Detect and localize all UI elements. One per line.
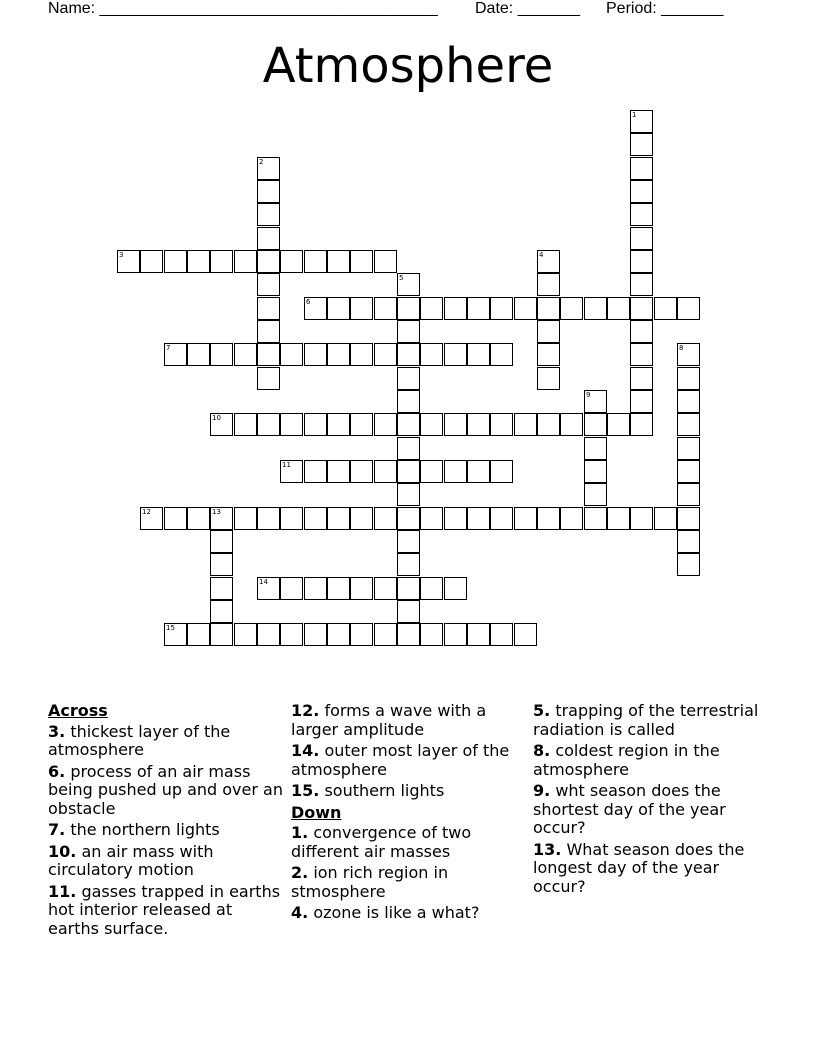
crossword-cell[interactable] (210, 530, 233, 553)
crossword-cell[interactable] (327, 250, 350, 273)
clue-text: What season does the longest day of the year occur? (533, 839, 745, 896)
crossword-cell[interactable] (350, 250, 373, 273)
cell-number: 9 (586, 391, 591, 399)
crossword-cell[interactable] (420, 460, 443, 483)
crossword-cell[interactable] (677, 507, 700, 530)
cell-number: 10 (212, 414, 221, 422)
crossword-cell[interactable] (164, 250, 187, 273)
crossword-cell[interactable] (420, 413, 443, 436)
clue-item (291, 904, 527, 923)
crossword-cell[interactable] (630, 367, 653, 390)
crossword-cell[interactable] (210, 623, 233, 646)
crossword-cell[interactable] (677, 483, 700, 506)
crossword-cell[interactable] (444, 577, 467, 600)
crossword-cell[interactable] (257, 297, 280, 320)
crossword-cell[interactable] (280, 623, 303, 646)
clue-text: convergence of two different air masses (291, 823, 472, 861)
crossword-cell[interactable] (630, 507, 653, 530)
crossword-cell[interactable] (677, 390, 700, 413)
crossword-cell[interactable] (514, 623, 537, 646)
crossword-cell[interactable] (537, 343, 560, 366)
crossword-cell[interactable] (327, 623, 350, 646)
clue-item (291, 782, 527, 801)
crossword-cell[interactable] (280, 577, 303, 600)
crossword-cell[interactable] (560, 413, 583, 436)
crossword-cell[interactable] (374, 460, 397, 483)
crossword-cell[interactable] (350, 297, 373, 320)
clue-text: coldest region in the atmosphere (533, 741, 720, 779)
crossword-cell[interactable] (490, 297, 513, 320)
crossword-cell[interactable] (164, 343, 187, 366)
crossword-cell[interactable] (467, 413, 490, 436)
crossword-cell[interactable] (164, 623, 187, 646)
crossword-cell[interactable] (234, 507, 257, 530)
crossword-cell[interactable] (560, 297, 583, 320)
clue-text: ozone is like a what? (313, 903, 480, 922)
crossword-cell[interactable] (584, 507, 607, 530)
crossword-cell[interactable] (397, 343, 420, 366)
crossword-cell[interactable] (677, 553, 700, 576)
crossword-cell[interactable] (327, 460, 350, 483)
crossword-cell[interactable] (374, 297, 397, 320)
crossword-cell[interactable] (374, 623, 397, 646)
crossword-cell[interactable] (467, 343, 490, 366)
clue-item (48, 763, 284, 819)
crossword-cell[interactable] (677, 437, 700, 460)
clue-column-1 (48, 702, 284, 941)
cell-number: 11 (282, 461, 291, 469)
crossword-cell[interactable] (210, 577, 233, 600)
crossword-cell[interactable] (444, 297, 467, 320)
crossword-cell[interactable] (117, 250, 140, 273)
crossword-cell[interactable] (397, 437, 420, 460)
crossword-cell[interactable] (257, 273, 280, 296)
crossword-cell[interactable] (350, 577, 373, 600)
crossword-cell[interactable] (140, 250, 163, 273)
crossword-cell[interactable] (444, 460, 467, 483)
cell-number: 4 (539, 251, 544, 259)
crossword-cell[interactable] (630, 110, 653, 133)
crossword-cell[interactable] (304, 413, 327, 436)
crossword-cell[interactable] (280, 250, 303, 273)
period-field[interactable]: Period: _______ (606, 0, 724, 17)
crossword-cell[interactable] (304, 250, 327, 273)
clue-item (48, 883, 284, 939)
crossword-cell[interactable] (187, 343, 210, 366)
crossword-cell[interactable] (630, 227, 653, 250)
crossword-cell[interactable] (257, 180, 280, 203)
crossword-cell[interactable] (630, 343, 653, 366)
crossword-cell[interactable] (607, 297, 630, 320)
crossword-cell[interactable] (257, 507, 280, 530)
crossword-cell[interactable] (350, 460, 373, 483)
crossword-cell[interactable] (514, 507, 537, 530)
crossword-cell[interactable] (654, 297, 677, 320)
clue-number: 15. (291, 781, 320, 800)
crossword-cell[interactable] (444, 507, 467, 530)
crossword-cell[interactable] (280, 413, 303, 436)
clue-text: southern lights (324, 781, 445, 800)
crossword-cell[interactable] (374, 577, 397, 600)
crossword-cell[interactable] (210, 250, 233, 273)
crossword-cell[interactable] (490, 343, 513, 366)
crossword-cell[interactable] (397, 577, 420, 600)
cell-number: 14 (259, 578, 268, 586)
crossword-cell[interactable] (467, 460, 490, 483)
crossword-cell[interactable] (257, 320, 280, 343)
clue-text: thickest layer of the atmosphere (48, 721, 231, 759)
crossword-cell[interactable] (350, 413, 373, 436)
crossword-cell[interactable] (677, 530, 700, 553)
clue-item (48, 843, 284, 880)
clue-text: outer most layer of the atmosphere (291, 741, 510, 779)
cell-number: 13 (212, 508, 221, 516)
crossword-cell[interactable] (187, 623, 210, 646)
crossword-cell[interactable] (257, 577, 280, 600)
crossword-cell[interactable] (630, 157, 653, 180)
crossword-cell[interactable] (257, 413, 280, 436)
worksheet-header (48, 0, 748, 22)
clue-column-3 (533, 702, 769, 899)
crossword-cell[interactable] (420, 297, 443, 320)
clue-text: an air mass with circulatory motion (48, 841, 214, 879)
crossword-cell[interactable] (327, 343, 350, 366)
crossword-cell[interactable] (397, 553, 420, 576)
cell-number: 12 (142, 508, 151, 516)
crossword-cell[interactable] (630, 390, 653, 413)
crossword-cell[interactable] (164, 507, 187, 530)
crossword-cell[interactable] (397, 483, 420, 506)
crossword-cell[interactable] (304, 297, 327, 320)
crossword-cell[interactable] (397, 530, 420, 553)
clue-item (48, 821, 284, 840)
crossword-cell[interactable] (210, 507, 233, 530)
crossword-cell[interactable] (327, 413, 350, 436)
crossword-cell[interactable] (630, 180, 653, 203)
cell-number: 15 (166, 624, 175, 632)
crossword-cell[interactable] (257, 623, 280, 646)
crossword-cell[interactable] (397, 273, 420, 296)
section-heading: Down (291, 802, 342, 822)
clue-item (533, 702, 769, 739)
crossword-cell[interactable] (304, 507, 327, 530)
crossword-cell[interactable] (234, 413, 257, 436)
clue-text: the northern lights (70, 820, 220, 839)
crossword-cell[interactable] (397, 297, 420, 320)
crossword-cell[interactable] (210, 553, 233, 576)
cell-number: 3 (119, 251, 124, 259)
crossword-cell[interactable] (630, 297, 653, 320)
crossword-cell[interactable] (397, 320, 420, 343)
clue-text: wht season does the shortest day of the year occur? (533, 781, 726, 837)
clue-text: gasses trapped in earths hot interior released at earths surface. (48, 881, 281, 938)
crossword-cell[interactable] (630, 133, 653, 156)
crossword-cell[interactable] (350, 623, 373, 646)
crossword-cell[interactable] (677, 367, 700, 390)
crossword-cell[interactable] (677, 297, 700, 320)
crossword-cell[interactable] (490, 623, 513, 646)
crossword-cell[interactable] (234, 623, 257, 646)
crossword-cell[interactable] (397, 390, 420, 413)
crossword-cell[interactable] (374, 507, 397, 530)
clue-number: 10. (48, 841, 77, 861)
crossword-cell[interactable] (397, 600, 420, 623)
crossword-cell[interactable] (397, 507, 420, 530)
clue-text: forms a wave with a larger amplitude (291, 701, 487, 739)
crossword-cell[interactable] (327, 507, 350, 530)
crossword-cell[interactable] (584, 437, 607, 460)
crossword-cell[interactable] (210, 343, 233, 366)
crossword-cell[interactable] (490, 460, 513, 483)
clue-item (533, 782, 769, 838)
crossword-cell[interactable] (630, 250, 653, 273)
crossword-cell[interactable] (467, 507, 490, 530)
page-title: Atmosphere (262, 38, 554, 94)
crossword-cell[interactable] (257, 227, 280, 250)
clue-number: 7. (48, 820, 66, 839)
crossword-cell[interactable] (654, 507, 677, 530)
crossword-cell[interactable] (607, 413, 630, 436)
crossword-cell[interactable] (374, 250, 397, 273)
crossword-cell[interactable] (234, 250, 257, 273)
crossword-cell[interactable] (537, 367, 560, 390)
clue-number: 12. (291, 701, 320, 720)
crossword-cell[interactable] (537, 507, 560, 530)
crossword-cell[interactable] (187, 507, 210, 530)
crossword-cell[interactable] (280, 343, 303, 366)
crossword-cell[interactable] (630, 413, 653, 436)
crossword-cell[interactable] (420, 507, 443, 530)
clue-number: 5. (533, 701, 551, 720)
crossword-cell[interactable] (350, 343, 373, 366)
clue-number: 8. (533, 741, 551, 760)
crossword-cell[interactable] (537, 250, 560, 273)
crossword-cell[interactable] (420, 577, 443, 600)
crossword-cell[interactable] (584, 413, 607, 436)
clue-item (533, 841, 769, 897)
crossword-cell[interactable] (584, 460, 607, 483)
crossword-cell[interactable] (537, 413, 560, 436)
clue-item (291, 864, 527, 901)
clue-item (291, 702, 527, 739)
crossword-cell[interactable] (210, 413, 233, 436)
clue-text: trapping of the terrestrial radiation is called (533, 701, 759, 739)
clue-number: 13. (533, 839, 562, 859)
crossword-cell[interactable] (374, 413, 397, 436)
cell-number: 2 (259, 158, 264, 166)
crossword-cell[interactable] (560, 507, 583, 530)
crossword-cell[interactable] (630, 320, 653, 343)
crossword-cell[interactable] (257, 157, 280, 180)
crossword-cell[interactable] (327, 577, 350, 600)
crossword-cell[interactable] (490, 507, 513, 530)
crossword-cell[interactable] (677, 413, 700, 436)
clue-number: 4. (291, 903, 309, 922)
crossword-cell[interactable] (630, 203, 653, 226)
crossword-cell[interactable] (210, 600, 233, 623)
clue-number: 2. (291, 863, 309, 882)
crossword-cell[interactable] (257, 343, 280, 366)
crossword-cell[interactable] (514, 297, 537, 320)
crossword-cell[interactable] (584, 483, 607, 506)
crossword-cell[interactable] (584, 297, 607, 320)
crossword-cell[interactable] (420, 343, 443, 366)
crossword-cell[interactable] (677, 460, 700, 483)
crossword-cell[interactable] (234, 343, 257, 366)
cell-number: 1 (632, 111, 637, 119)
crossword-cell[interactable] (397, 623, 420, 646)
crossword-cell[interactable] (187, 250, 210, 273)
clue-number: 6. (48, 761, 66, 781)
crossword-cell[interactable] (280, 460, 303, 483)
crossword-cell[interactable] (630, 273, 653, 296)
cell-number: 5 (399, 274, 404, 282)
crossword-cell[interactable] (420, 623, 443, 646)
crossword-cell[interactable] (467, 623, 490, 646)
clue-number: 3. (48, 721, 66, 741)
clue-text: ion rich region in stmosphere (291, 863, 449, 901)
crossword-cell[interactable] (397, 460, 420, 483)
crossword-cell[interactable] (257, 203, 280, 226)
crossword-cell[interactable] (140, 507, 163, 530)
crossword-cell[interactable] (374, 343, 397, 366)
crossword-cell[interactable] (350, 507, 373, 530)
name-field[interactable]: Name: ______________________________________ (48, 0, 438, 17)
crossword-cell[interactable] (304, 460, 327, 483)
crossword-cell[interactable] (280, 507, 303, 530)
clue-number: 11. (48, 881, 77, 901)
clue-item (48, 723, 284, 760)
crossword-cell[interactable] (537, 297, 560, 320)
clue-item (291, 742, 527, 779)
crossword-cell[interactable] (537, 273, 560, 296)
crossword-cell[interactable] (397, 367, 420, 390)
crossword-cell[interactable] (607, 507, 630, 530)
cell-number: 8 (679, 344, 684, 352)
crossword-cell[interactable] (304, 623, 327, 646)
clue-item (533, 742, 769, 779)
crossword-cell[interactable] (444, 623, 467, 646)
crossword-cell[interactable] (490, 413, 513, 436)
crossword-cell[interactable] (444, 343, 467, 366)
section-heading: Across (48, 701, 108, 720)
crossword-cell[interactable] (467, 297, 490, 320)
crossword-cell[interactable] (257, 367, 280, 390)
clue-item (291, 824, 527, 861)
crossword-cell[interactable] (514, 413, 537, 436)
crossword-cell[interactable] (584, 390, 607, 413)
crossword-cell[interactable] (397, 413, 420, 436)
crossword-cell[interactable] (304, 577, 327, 600)
crossword-cell[interactable] (444, 413, 467, 436)
date-field[interactable]: Date: _______ (475, 0, 580, 17)
clue-number: 14. (291, 741, 320, 760)
clue-number: 9. (533, 781, 551, 800)
crossword-cell[interactable] (327, 297, 350, 320)
crossword-cell[interactable] (677, 343, 700, 366)
cell-number: 7 (166, 344, 171, 352)
clue-text: process of an air mass being pushed up and over an obstacle (48, 761, 283, 818)
clue-column-2 (291, 702, 527, 926)
cell-number: 6 (306, 298, 311, 306)
crossword-cell[interactable] (304, 343, 327, 366)
clue-number: 1. (291, 823, 309, 842)
crossword-cell[interactable] (537, 320, 560, 343)
crossword-cell[interactable] (257, 250, 280, 273)
